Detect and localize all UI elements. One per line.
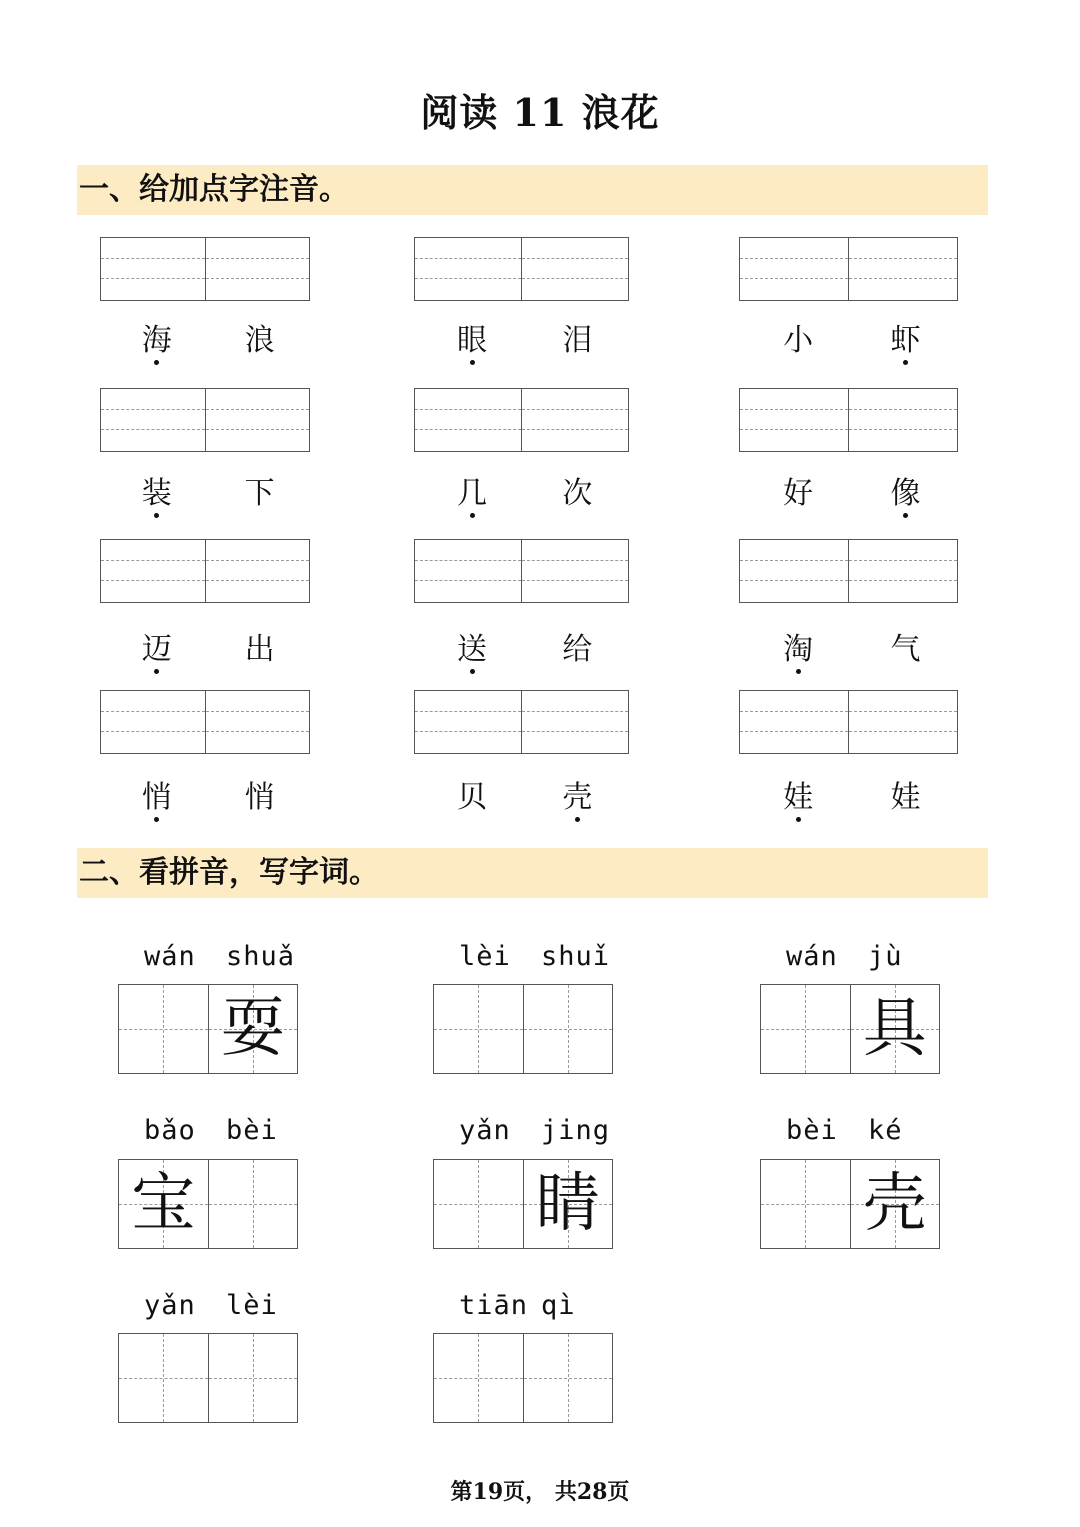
character-writing-box[interactable] [760, 984, 940, 1074]
dotted-character: 像 [885, 476, 925, 512]
character: 给 [562, 632, 593, 667]
given-character [434, 1160, 523, 1248]
pinyin-cell[interactable] [415, 389, 521, 451]
pinyin-cell[interactable] [101, 691, 205, 753]
character-writing-box[interactable] [433, 984, 613, 1074]
pinyin-cell[interactable] [205, 389, 310, 451]
given-character [524, 1334, 613, 1422]
pinyin-cell[interactable] [740, 540, 848, 602]
pinyin-answer-box[interactable] [414, 237, 629, 301]
pinyin-cell[interactable] [205, 238, 310, 300]
given-character [761, 1160, 850, 1248]
pinyin-cell[interactable] [101, 238, 205, 300]
given-character: 宝 [131, 1167, 196, 1241]
pinyin-answer-box[interactable] [739, 539, 958, 603]
pinyin-answer-box[interactable] [414, 690, 629, 754]
tianzi-cell[interactable] [523, 985, 613, 1073]
section-heading-2: 二、看拼音，写字词。 [77, 848, 988, 898]
character: 贝 [457, 780, 488, 815]
pinyin-syllable: wán [144, 941, 196, 972]
given-character [524, 985, 613, 1073]
character-writing-box[interactable] [118, 984, 298, 1074]
pinyin-syllable: yǎn [459, 1115, 511, 1146]
character: 浪 [244, 323, 275, 358]
pinyin-syllable: jù [868, 941, 903, 972]
dotted-character: 几 [452, 476, 492, 512]
character: 气 [890, 632, 921, 667]
pinyin-cell[interactable] [740, 691, 848, 753]
pinyin-cell[interactable] [740, 238, 848, 300]
given-character [119, 985, 208, 1073]
pinyin-cell[interactable] [848, 540, 957, 602]
pinyin-syllable: lèi [459, 941, 511, 972]
given-character: 睛 [535, 1167, 600, 1241]
section-heading-1: 一、给加点字注音。 [77, 165, 988, 215]
pinyin-cell[interactable] [848, 238, 957, 300]
character: 次 [562, 476, 593, 511]
tianzi-cell[interactable] [208, 1160, 298, 1248]
tianzi-cell[interactable] [523, 1334, 613, 1422]
dotted-character: 海 [137, 323, 177, 359]
character-writing-box[interactable] [118, 1333, 298, 1423]
pinyin-answer-box[interactable] [739, 237, 958, 301]
pinyin-syllable: bǎo [144, 1115, 196, 1146]
given-character: 壳 [862, 1167, 927, 1241]
character-writing-box[interactable] [118, 1159, 298, 1249]
tianzi-cell[interactable] [434, 1334, 523, 1422]
pinyin-syllable: wán [786, 941, 838, 972]
pinyin-syllable: lèi [226, 1290, 278, 1321]
given-character [434, 1334, 523, 1422]
dotted-character: 虾 [885, 323, 925, 359]
page-footer: 第19页， 共28页 [450, 1479, 630, 1505]
pinyin-cell[interactable] [101, 540, 205, 602]
pinyin-cell[interactable] [521, 238, 628, 300]
tianzi-cell[interactable] [119, 985, 208, 1073]
pinyin-answer-box[interactable] [100, 388, 310, 452]
dotted-character: 壳 [557, 780, 597, 816]
tianzi-cell[interactable] [523, 1160, 613, 1248]
given-character [119, 1334, 208, 1422]
pinyin-cell[interactable] [101, 389, 205, 451]
pinyin-syllable: tiān [459, 1290, 529, 1321]
dotted-character: 娃 [778, 780, 818, 816]
pinyin-cell[interactable] [521, 691, 628, 753]
character: 好 [783, 476, 814, 511]
dotted-character: 装 [137, 476, 177, 512]
pinyin-syllable: bèi [226, 1115, 278, 1146]
character: 悄 [244, 780, 275, 815]
dotted-character: 迈 [137, 632, 177, 668]
tianzi-cell[interactable] [434, 985, 523, 1073]
pinyin-answer-box[interactable] [414, 539, 629, 603]
pinyin-cell[interactable] [415, 238, 521, 300]
pinyin-cell[interactable] [740, 389, 848, 451]
character: 小 [783, 323, 814, 358]
pinyin-cell[interactable] [521, 389, 628, 451]
given-character: 具 [862, 992, 927, 1066]
page-title: 阅读 11 浪花 [420, 90, 660, 135]
pinyin-cell[interactable] [205, 540, 310, 602]
pinyin-syllable: jing [541, 1115, 611, 1146]
tianzi-cell[interactable] [119, 1334, 208, 1422]
given-character [434, 985, 523, 1073]
given-character [761, 985, 850, 1073]
pinyin-syllable: shuǐ [541, 941, 611, 972]
dotted-character: 悄 [137, 780, 177, 816]
pinyin-answer-box[interactable] [100, 237, 310, 301]
pinyin-syllable: qì [541, 1290, 576, 1321]
pinyin-answer-box[interactable] [100, 539, 310, 603]
character: 娃 [890, 780, 921, 815]
tianzi-cell[interactable] [850, 1160, 940, 1248]
pinyin-syllable: shuǎ [226, 941, 296, 972]
pinyin-cell[interactable] [205, 691, 310, 753]
pinyin-cell[interactable] [848, 691, 957, 753]
dotted-character: 淘 [778, 632, 818, 668]
tianzi-cell[interactable] [208, 1334, 298, 1422]
tianzi-cell[interactable] [761, 985, 850, 1073]
tianzi-cell[interactable] [119, 1160, 208, 1248]
given-character: 耍 [220, 992, 285, 1066]
tianzi-cell[interactable] [761, 1160, 850, 1248]
pinyin-syllable: ké [868, 1115, 903, 1146]
tianzi-cell[interactable] [850, 985, 940, 1073]
pinyin-cell[interactable] [415, 691, 521, 753]
pinyin-answer-box[interactable] [414, 388, 629, 452]
pinyin-syllable: bèi [786, 1115, 838, 1146]
character: 泪 [562, 323, 593, 358]
pinyin-cell[interactable] [521, 540, 628, 602]
tianzi-cell[interactable] [208, 985, 298, 1073]
character: 出 [244, 632, 275, 667]
given-character [209, 1160, 298, 1248]
pinyin-answer-box[interactable] [739, 690, 958, 754]
pinyin-syllable: yǎn [144, 1290, 196, 1321]
pinyin-cell[interactable] [415, 540, 521, 602]
dotted-character: 眼 [452, 323, 492, 359]
character: 下 [244, 476, 275, 511]
given-character [209, 1334, 298, 1422]
character-writing-box[interactable] [433, 1333, 613, 1423]
pinyin-cell[interactable] [848, 389, 957, 451]
pinyin-answer-box[interactable] [100, 690, 310, 754]
tianzi-cell[interactable] [434, 1160, 523, 1248]
pinyin-answer-box[interactable] [739, 388, 958, 452]
character-writing-box[interactable] [433, 1159, 613, 1249]
dotted-character: 送 [452, 632, 492, 668]
character-writing-box[interactable] [760, 1159, 940, 1249]
